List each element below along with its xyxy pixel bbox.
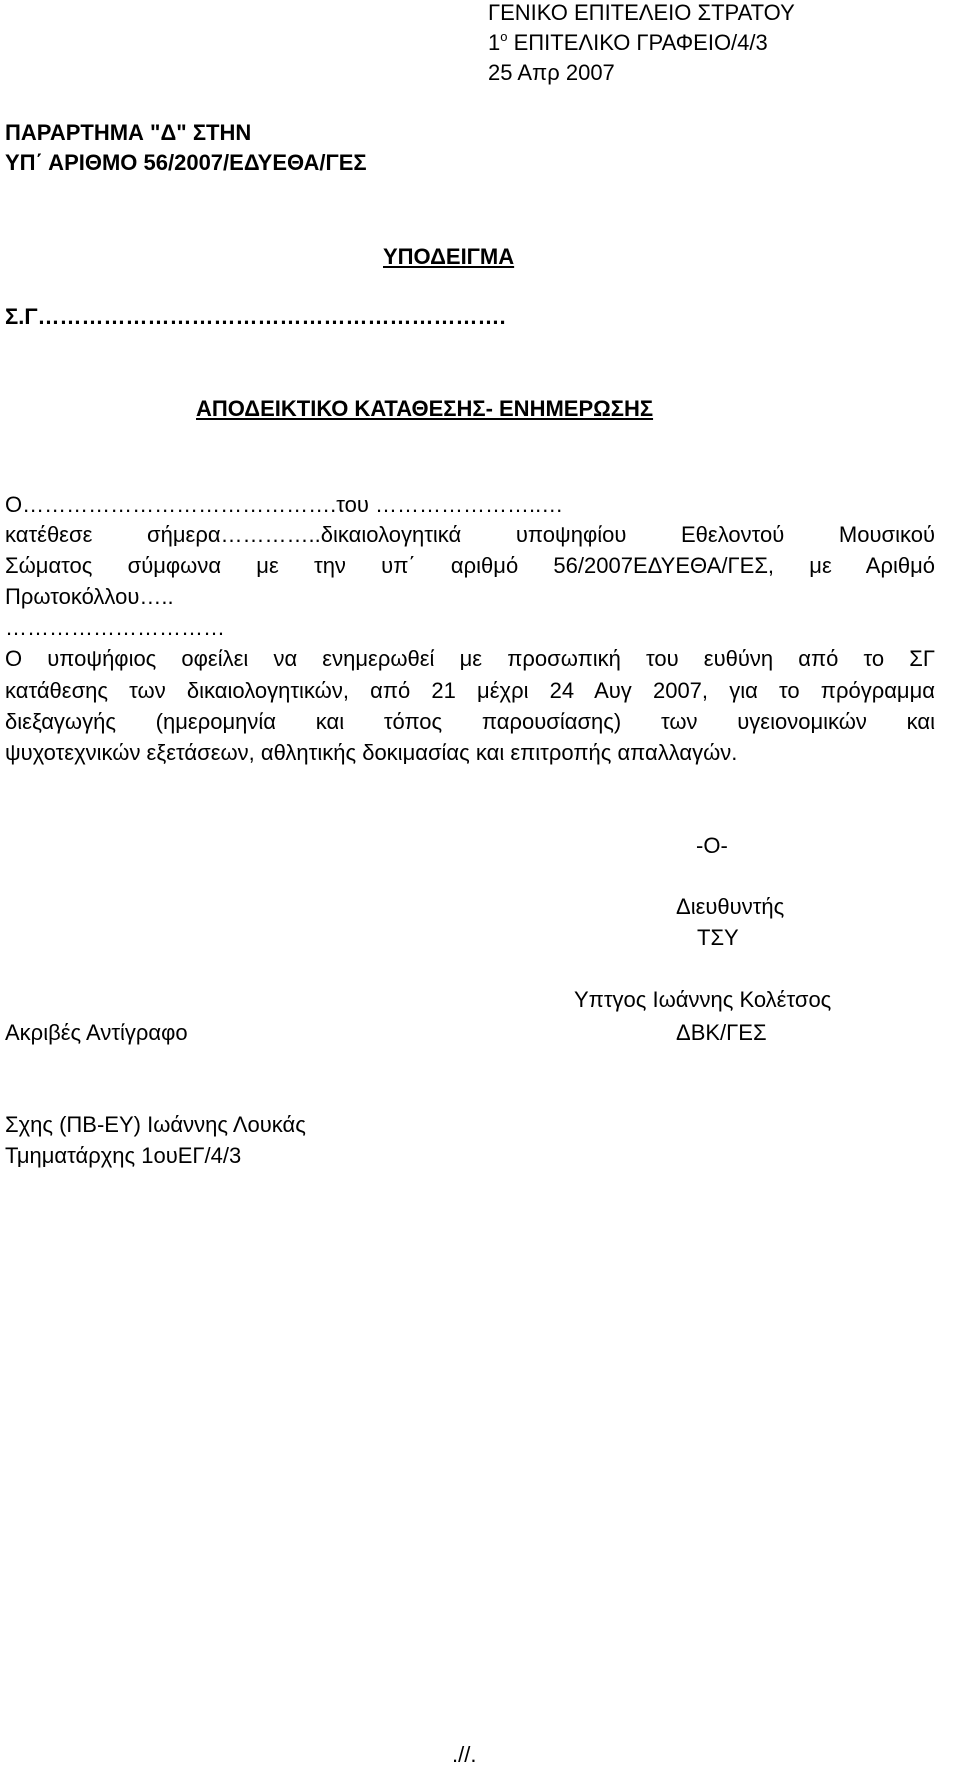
body-line-3 [5, 555, 935, 577]
body-line-2-text: κατέθεσε σήμερα…………..δικαιολογητικά υποψηφίου Εθελοντού Μουσικού [5, 522, 935, 547]
body-line-4: Πρωτοκόλλου….. [5, 584, 174, 609]
signature-mark: -Ο- [696, 833, 728, 858]
body-line-6-text: Ο υποψήφιος οφείλει να ενημερωθεί με προσωπική του ευθύνη από το ΣΓ [5, 646, 935, 671]
annex-reference-line2: ΥΠ΄ ΑΡΙΘΜΟ 56/2007/ΕΔΥΕΘΑ/ΓΕΣ [5, 150, 367, 175]
certifier-role: Τμηματάρχης 1ουΕΓ/4/3 [5, 1143, 242, 1168]
sample-title: ΥΠΟΔΕΙΓΜΑ [383, 244, 515, 269]
office-title: ΕΠΙΤΕΛΙΚΟ ΓΡΑΦΕΙΟ/4/3 [507, 30, 768, 55]
body-line-5: ………………………… [5, 615, 225, 640]
body-line-2 [5, 524, 935, 546]
body-line-9: ψυχοτεχνικών εξετάσεων, αθλητικής δοκιμασίας και επιτροπής απαλλαγών. [5, 740, 738, 765]
office-name [488, 29, 768, 55]
unit-line: Σ.Γ………………………………………………………. [5, 304, 506, 329]
signatory-unit: ΔΒΚ/ΓΕΣ [676, 1020, 767, 1045]
document-date: 25 Απρ 2007 [488, 60, 615, 85]
body-line-7 [5, 680, 935, 702]
office-number: 1 [488, 30, 501, 55]
body-line-7-text: κατάθεσης των δικαιολογητικών, από 21 μέχρι 24 Αυγ 2007, για το πρόγραμμα [5, 678, 935, 703]
certifier-name: Σχης (ΠΒ-ΕΥ) Ιωάννης Λουκάς [5, 1112, 306, 1137]
body-line-6 [5, 648, 935, 670]
annex-reference-line1: ΠΑΡΑΡΤΗΜΑ "Δ" ΣΤΗΝ [5, 120, 252, 145]
body-line-8 [5, 711, 935, 733]
body-line-3-text: Σώματος σύμφωνα με την υπ΄ αριθμό 56/2007ΕΔΥΕΘΑ/ΓΕΣ, με Αριθμό [5, 553, 935, 578]
body-line-1: Ο…………………………………….του …………………..… [5, 492, 564, 517]
organization-name: ΓΕΝΙΚΟ ΕΠΙΤΕΛΕΙΟ ΣΤΡΑΤΟΥ [488, 0, 795, 25]
signatory-name: Υπτγος Ιωάννης Κολέτσος [574, 987, 832, 1012]
signatory-role-line1: Διευθυντής [676, 894, 785, 919]
true-copy-label: Ακριβές Αντίγραφο [5, 1020, 188, 1045]
office-number-suffix: ο [500, 29, 508, 44]
body-line-8-text: διεξαγωγής (ημερομηνία και τόπος παρουσίασης) των υγειονομικών και [5, 709, 935, 734]
certificate-title: ΑΠΟΔΕΙΚΤΙΚΟ ΚΑΤΑΘΕΣΗΣ- ΕΝΗΜΕΡΩΣΗΣ [196, 396, 654, 421]
end-mark: .//. [452, 1742, 477, 1767]
signatory-role-line2: ΤΣΥ [697, 925, 739, 950]
